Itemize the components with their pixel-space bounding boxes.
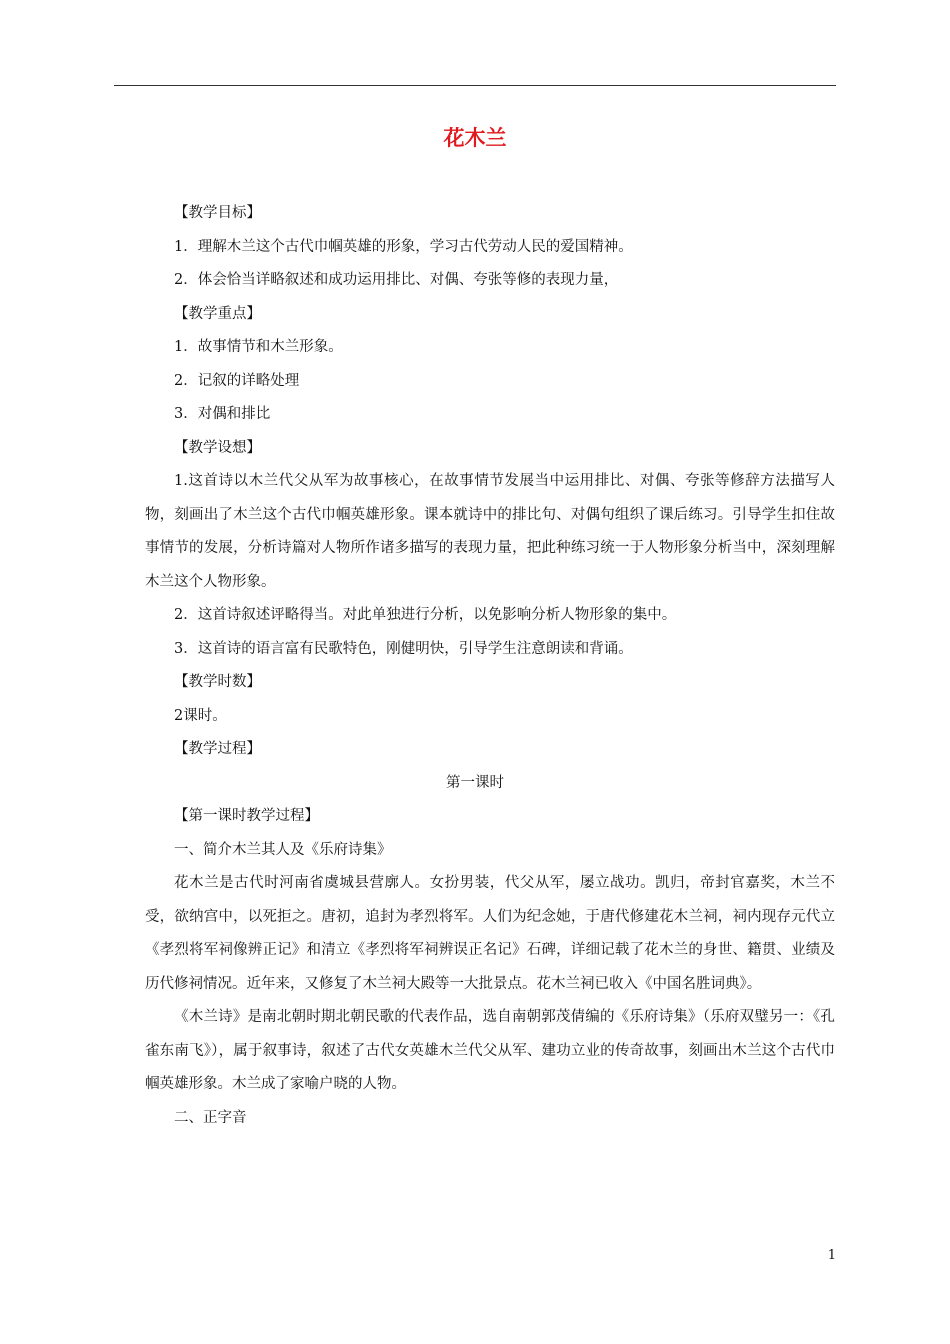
section-heading: 二、正字音 [174,1109,247,1126]
goal-item: 2．体会恰当详略叙述和成功运用排比、对偶、夸张等修的表现力量， [174,272,619,288]
intro-paragraph: 花木兰是古代时河南省虞城县营廓人。女扮男装，代父从军，屡立战功。凯归，帝封官嘉奖，木兰不受，欲纳宫中，以死拒之。唐初，追封为孝烈将军。人们为纪念她，于唐代修建花木兰祠，祠内现存元代立《孝烈将军祠像辨正记》和清立《孝烈将军祠辨误正名记》石碑，详细记载了花木兰的身世、籍贯、业绩及历代修祠情况。近年来，又修复了木兰祠大殿等一大批景点。花木兰祠已收入《中国名胜词典》。 [145,875,835,992]
focus-item: 1．故事情节和木兰形象。 [174,339,343,355]
page-number: 1 [827,1248,836,1263]
heading-teaching-ideas: 【教学设想】 [174,439,261,456]
heading-teaching-hours: 【教学时数】 [174,674,261,690]
idea-item: 3．这首诗的语言富有民歌特色，刚健明快，引导学生注意朗读和背诵。 [174,640,633,657]
heading-lesson-process: 【第一课时教学过程】 [174,808,319,824]
heading-teaching-process: 【教学过程】 [174,741,261,757]
idea-paragraph: 1.这首诗以木兰代父从军为故事核心，在故事情节发展当中运用排比、对偶、夸张等修辞方法描写人物，刻画出了木兰这个古代巾帼英雄形象。课本就诗中的排比句、对偶句组织了课后练习。引导学生扣住故事情节的发展，分析诗篇对人物所作诸多描写的表现力量，把此种练习统一于人物形象分析当中，深刻理解木兰这个人物形象。 [145,473,835,590]
header-rule [114,85,836,86]
goal-item: 1．理解木兰这个古代巾帼英雄的形象，学习古代劳动人民的爱国精神。 [174,238,633,255]
focus-item: 3．对偶和排比 [174,406,271,422]
section-heading: 一、简介木兰其人及《乐府诗集》 [174,841,392,858]
document-body [145,197,835,1135]
heading-teaching-goals: 【教学目标】 [174,205,261,221]
intro-paragraph: 《木兰诗》是南北朝时期北朝民歌的代表作品，选自南朝郭茂倩编的《乐府诗集》（乐府双璧另一：《孔雀东南飞》），属于叙事诗，叙述了古代女英雄木兰代父从军、建功立业的传奇故事，刻画出木兰这个古代巾帼英雄形象。木兰成了家喻户晓的人物。 [145,1009,835,1092]
document-title: 花木兰 [443,126,507,150]
hours-text: 2课时。 [174,707,227,724]
focus-item: 2．记叙的详略处理 [174,372,300,389]
idea-item: 2．这首诗叙述评略得当。对此单独进行分析，以免影响分析人物形象的集中。 [174,607,677,623]
lesson-title: 第一课时 [446,774,504,791]
heading-teaching-focus: 【教学重点】 [174,305,261,322]
